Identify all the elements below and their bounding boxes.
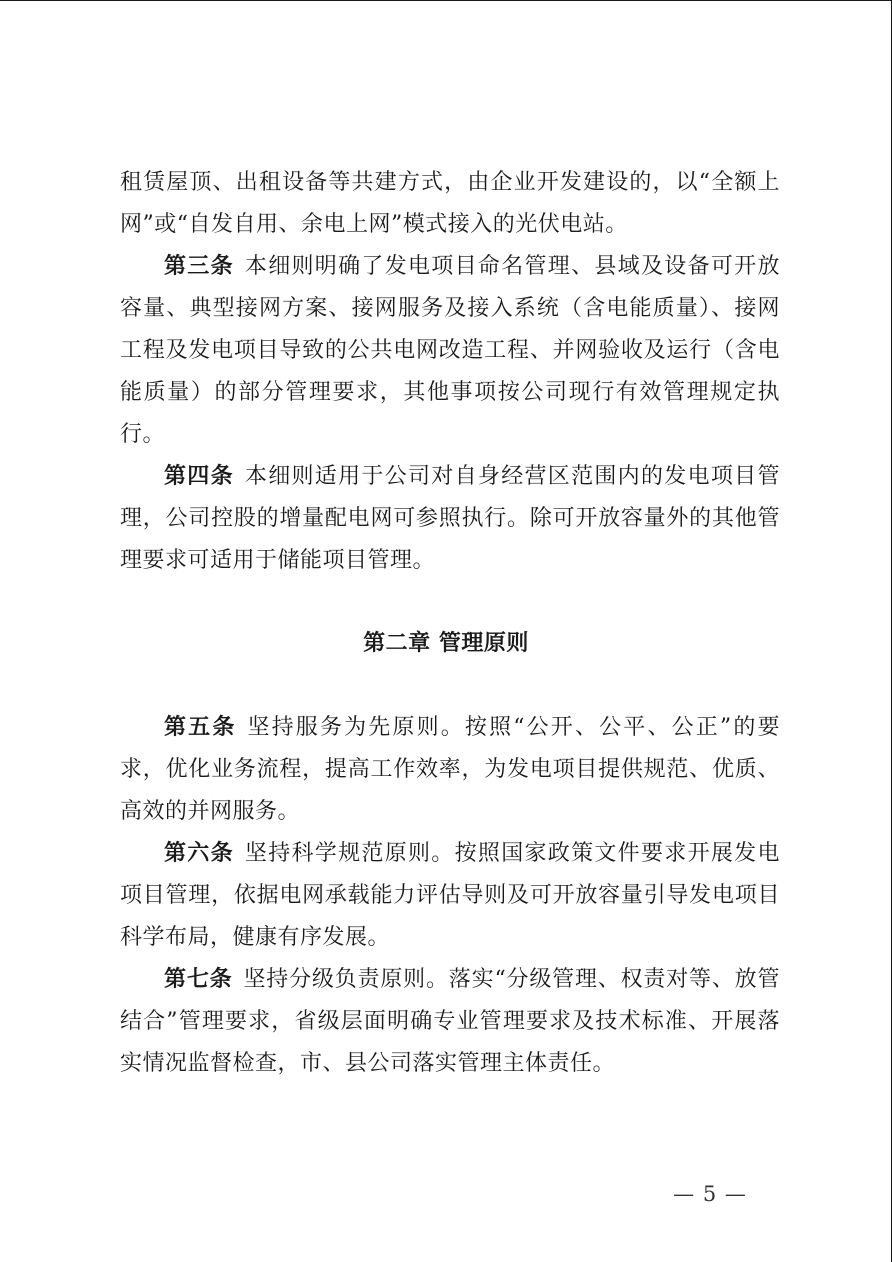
article-label: 第七条 — [164, 967, 233, 992]
paragraph-continuation — [120, 162, 780, 246]
article-7 — [120, 959, 780, 1085]
article-text: 本细则明确了发电项目命名管理、县域及设备可开放容量、典型接网方案、接网服务及接入系统（含电能质量）、接网工程及发电项目导致的公共电网改造工程、并网验收及运行（含电能质量）的部分管理要求，其他事项按公司现行有效管理规定执行。 — [120, 254, 780, 447]
article-text: 坚持服务为先原则。按照“公开、公平、公正”的要求，优化业务流程，提高工作效率，为发电项目提供规范、优质、高效的并网服务。 — [120, 715, 780, 824]
article-text: 坚持科学规范原则。按照国家政策文件要求开展发电项目管理，依据电网承载能力评估导则及可开放容量引导发电项目科学布局，健康有序发展。 — [120, 841, 780, 950]
section-general-provisions-end — [120, 162, 780, 582]
section-management-principles — [120, 707, 780, 1085]
article-label: 第三条 — [164, 254, 234, 279]
article-label: 第六条 — [164, 841, 234, 866]
article-label: 第四条 — [164, 464, 234, 489]
article-4 — [120, 456, 780, 582]
article-5 — [120, 707, 780, 833]
article-text: 坚持分级负责原则。落实“分级管理、权责对等、放管结合”管理要求，省级层面明确专业管理要求及技术标准、开展落实情况监督检查，市、县公司落实管理主体责任。 — [120, 967, 780, 1076]
article-label: 第五条 — [164, 715, 237, 740]
article-text: 本细则适用于公司对自身经营区范围内的发电项目管理，公司控股的增量配电网可参照执行。除可开放容量外的其他管理要求可适用于储能项目管理。 — [120, 464, 780, 573]
article-6 — [120, 833, 780, 959]
paragraph-text: 租赁屋顶、出租设备等共建方式，由企业开发建设的，以“全额上网”或“自发自用、余电上网”模式接入的光伏电站。 — [120, 170, 780, 237]
chapter-heading: 第二章 管理原则 — [363, 631, 529, 656]
page-number: — 5 — — [673, 1182, 747, 1206]
article-3 — [120, 246, 780, 456]
